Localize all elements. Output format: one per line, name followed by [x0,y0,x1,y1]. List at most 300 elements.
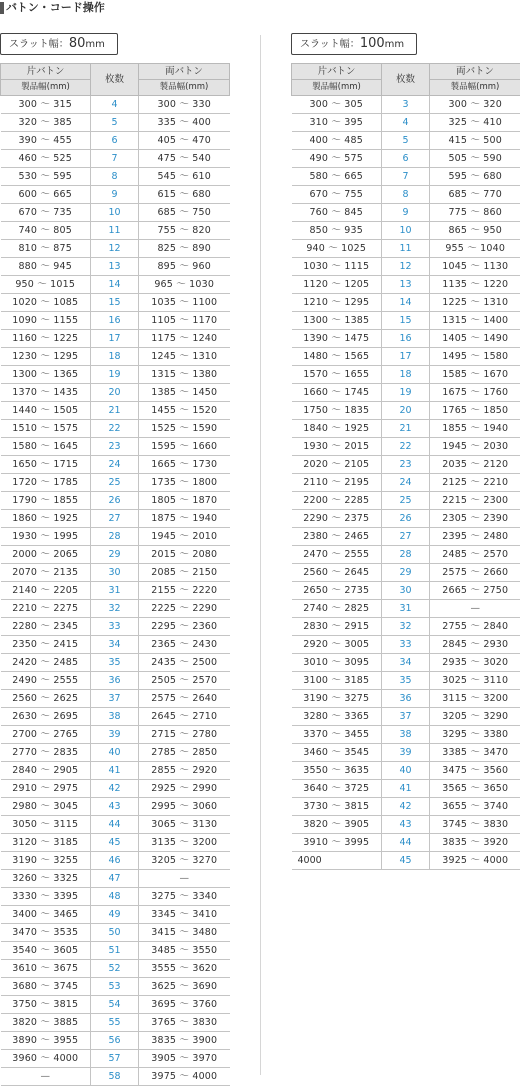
table-row [1,888,230,906]
table-row [1,1014,230,1032]
double-baton-width-cell: 325 ～ 410 [430,114,520,132]
single-baton-width-cell: 740 ～ 805 [1,222,91,240]
single-baton-width-cell: 3910 ～ 3995 [292,834,382,852]
table-row [292,474,520,492]
double-baton-width-cell: 2755 ～ 2840 [430,618,520,636]
table-row [1,258,230,276]
slat-100-panel [291,32,520,870]
table-row [1,996,230,1014]
slat-count-cell: 29 [91,546,139,564]
single-baton-width-cell: 3470 ～ 3535 [1,924,91,942]
unit-label: (mm) [185,82,208,92]
slat-count-cell: 9 [382,204,430,222]
slat-count-cell: 4 [382,114,430,132]
single-baton-width-cell: 400 ～ 485 [292,132,382,150]
table-row [292,834,520,852]
slat-count-cell: 32 [382,618,430,636]
single-baton-width-cell: 1580 ～ 1645 [1,438,91,456]
slat-label-prefix: スラット幅： [9,39,69,50]
table-row [292,654,520,672]
double-baton-width-cell: 1225 ～ 1310 [430,294,520,312]
single-baton-width-cell: 2980 ～ 3045 [1,798,91,816]
slat-80-rows [1,96,230,1086]
single-baton-width-cell: 1750 ～ 1835 [292,402,382,420]
single-baton-width-cell: 2840 ～ 2905 [1,762,91,780]
single-baton-width-cell: 1480 ～ 1565 [292,348,382,366]
slat-count-cell: 42 [382,798,430,816]
table-row [1,204,230,222]
double-baton-width-cell: 1675 ～ 1760 [430,384,520,402]
double-baton-width-cell: 1175 ～ 1240 [139,330,230,348]
single-baton-width-cell: 3330 ～ 3395 [1,888,91,906]
table-row [1,960,230,978]
slat-label-value: 80 [69,36,86,51]
table-row [292,114,520,132]
table-row [292,222,520,240]
table-row [1,168,230,186]
double-baton-width-cell: 595 ～ 680 [430,168,520,186]
single-baton-width-cell: 3010 ～ 3095 [292,654,382,672]
slat-count-cell: 25 [91,474,139,492]
double-baton-width-cell: 3555 ～ 3620 [139,960,230,978]
double-baton-width-cell: 1805 ～ 1870 [139,492,230,510]
slat-count-cell: 54 [91,996,139,1014]
slat-count-cell: 31 [91,582,139,600]
single-baton-width-cell: 3750 ～ 3815 [1,996,91,1014]
single-baton-width-cell: 3370 ～ 3455 [292,726,382,744]
table-row [1,348,230,366]
slat-count-cell: 26 [382,510,430,528]
table-row [1,852,230,870]
single-baton-width-cell: 2700 ～ 2765 [1,726,91,744]
single-baton-width-cell: 3610 ～ 3675 [1,960,91,978]
double-baton-width-cell: 1045 ～ 1130 [430,258,520,276]
single-baton-header: 片バトン [1,64,91,80]
slat-count-cell: 6 [382,150,430,168]
single-baton-width-cell: 2350 ～ 2415 [1,636,91,654]
double-baton-width-cell: 3295 ～ 3380 [430,726,520,744]
slat-count-cell: 30 [91,564,139,582]
double-baton-width-cell: 2225 ～ 2290 [139,600,230,618]
slat-count-cell: 20 [91,384,139,402]
slat-count-cell: 44 [91,816,139,834]
product-width-label: 製品幅 [160,82,186,92]
single-baton-width-cell: 2910 ～ 2975 [1,780,91,798]
double-baton-width-cell: 955 ～ 1040 [430,240,520,258]
slat-count-cell: 33 [91,618,139,636]
single-baton-width-cell: 2070 ～ 2135 [1,564,91,582]
slat-count-cell: 21 [382,420,430,438]
table-row [292,294,520,312]
double-baton-width-cell: 1405 ～ 1490 [430,330,520,348]
slat-count-cell: 50 [91,924,139,942]
table-row [1,582,230,600]
slat-count-cell: 51 [91,942,139,960]
slat-count-cell: 19 [382,384,430,402]
table-row [1,618,230,636]
double-baton-width-cell: 2125 ～ 2210 [430,474,520,492]
double-baton-width-cell: 825 ～ 890 [139,240,230,258]
table-row [292,402,520,420]
table-row [1,330,230,348]
double-baton-width-cell: 3565 ～ 3650 [430,780,520,798]
panel-divider [260,35,261,1075]
table-row [292,762,520,780]
double-baton-width-cell: 2035 ～ 2120 [430,456,520,474]
double-baton-width-cell: 2575 ～ 2660 [430,564,520,582]
double-baton-width-cell: 965 ～ 1030 [139,276,230,294]
slat-count-cell: 56 [91,1032,139,1050]
double-baton-width-cell: 1385 ～ 1450 [139,384,230,402]
slat-count-cell: 24 [91,456,139,474]
table-row [1,186,230,204]
single-baton-width-cell: 940 ～ 1025 [292,240,382,258]
table-row [1,942,230,960]
table-row [292,330,520,348]
single-baton-width-cell: 600 ～ 665 [1,186,91,204]
double-baton-width-cell: 1495 ～ 1580 [430,348,520,366]
single-baton-width-cell: 2770 ～ 2835 [1,744,91,762]
double-baton-width-cell: 2575 ～ 2640 [139,690,230,708]
double-baton-header: 両バトン [430,64,520,80]
double-baton-width-cell: 3205 ～ 3270 [139,852,230,870]
slat-count-cell: 16 [91,312,139,330]
table-row [292,546,520,564]
double-baton-width-cell: 405 ～ 470 [139,132,230,150]
slat-100-table [291,63,520,870]
double-baton-width-cell: 2855 ～ 2920 [139,762,230,780]
slat-count-cell: 36 [91,672,139,690]
slat-count-cell: 33 [382,636,430,654]
single-baton-width-cell: 2830 ～ 2915 [292,618,382,636]
double-baton-width-cell: 685 ～ 770 [430,186,520,204]
product-width-header [1,80,91,96]
double-baton-width-cell: 3135 ～ 3200 [139,834,230,852]
slat-width-label [0,33,118,55]
single-baton-width-cell: 2140 ～ 2205 [1,582,91,600]
double-baton-width-cell: 1855 ～ 1940 [430,420,520,438]
single-baton-width-cell: 3960 ～ 4000 [1,1050,91,1068]
table-row [1,672,230,690]
double-baton-width-cell: 775 ～ 860 [430,204,520,222]
table-row [1,834,230,852]
single-baton-width-cell: 2740 ～ 2825 [292,600,382,618]
single-baton-width-cell: 2020 ～ 2105 [292,456,382,474]
single-baton-width-cell: 300 ～ 305 [292,96,382,114]
double-baton-width-cell: 1875 ～ 1940 [139,510,230,528]
double-baton-width-cell: 865 ～ 950 [430,222,520,240]
single-baton-width-cell: 3820 ～ 3905 [292,816,382,834]
single-baton-width-cell: 530 ～ 595 [1,168,91,186]
table-row [292,672,520,690]
table-row [1,240,230,258]
single-baton-width-cell: 2420 ～ 2485 [1,654,91,672]
double-baton-width-cell: 2995 ～ 3060 [139,798,230,816]
double-baton-width-cell: 2305 ～ 2390 [430,510,520,528]
single-baton-width-cell: 3730 ～ 3815 [292,798,382,816]
slat-count-cell: 20 [382,402,430,420]
double-baton-width-cell: 2845 ～ 2930 [430,636,520,654]
double-baton-width-cell: 415 ～ 500 [430,132,520,150]
slat-count-cell: 31 [382,600,430,618]
table-row [1,96,230,114]
table-row [1,978,230,996]
table-row [1,114,230,132]
table-row [292,276,520,294]
table-row [1,816,230,834]
table-row [1,690,230,708]
count-header: 枚数 [382,64,430,96]
slat-count-cell: 18 [91,348,139,366]
double-baton-width-cell: 545 ～ 610 [139,168,230,186]
double-baton-width-cell: 3475 ～ 3560 [430,762,520,780]
single-baton-width-cell: 3820 ～ 3885 [1,1014,91,1032]
table-row [1,366,230,384]
slat-count-cell: 6 [91,132,139,150]
slat-count-cell: 34 [91,636,139,654]
single-baton-width-cell: 3120 ～ 3185 [1,834,91,852]
unit-label: (mm) [476,82,499,92]
single-baton-width-cell: 2200 ～ 2285 [292,492,382,510]
double-baton-width-cell: 1245 ～ 1310 [139,348,230,366]
double-baton-width-cell: 1105 ～ 1170 [139,312,230,330]
single-baton-width-cell: 3190 ～ 3255 [1,852,91,870]
double-baton-width-cell: 3025 ～ 3110 [430,672,520,690]
table-row [1,384,230,402]
single-baton-width-cell: 760 ～ 845 [292,204,382,222]
slat-count-cell: 58 [91,1068,139,1086]
table-row [292,150,520,168]
slat-count-cell: 17 [91,330,139,348]
slat-count-cell: 55 [91,1014,139,1032]
slat-count-cell: 43 [91,798,139,816]
double-baton-width-cell: 2505 ～ 2570 [139,672,230,690]
table-row [1,402,230,420]
table-row [292,564,520,582]
table-row [292,96,520,114]
table-row [292,798,520,816]
slat-count-cell: 48 [91,888,139,906]
table-row [1,312,230,330]
table-row [292,852,520,870]
single-baton-width-cell: 670 ～ 735 [1,204,91,222]
table-row [1,726,230,744]
single-baton-width-cell: 580 ～ 665 [292,168,382,186]
double-baton-width-cell: 2215 ～ 2300 [430,492,520,510]
single-baton-width-cell: 1720 ～ 1785 [1,474,91,492]
table-row [1,420,230,438]
table-row [1,492,230,510]
slat-count-cell: 32 [91,600,139,618]
double-baton-width-cell: 3905 ～ 3970 [139,1050,230,1068]
double-baton-width-cell: 2665 ～ 2750 [430,582,520,600]
table-row [1,510,230,528]
single-baton-width-cell: 2920 ～ 3005 [292,636,382,654]
slat-count-cell: 35 [382,672,430,690]
double-baton-width-cell: 1665 ～ 1730 [139,456,230,474]
double-baton-width-cell: 1315 ～ 1400 [430,312,520,330]
table-row [1,780,230,798]
slat-count-cell: 53 [91,978,139,996]
slat-count-cell: 35 [91,654,139,672]
single-baton-width-cell: 460 ～ 525 [1,150,91,168]
table-row [292,258,520,276]
double-baton-width-cell: 3625 ～ 3690 [139,978,230,996]
double-baton-width-cell: 3065 ～ 3130 [139,816,230,834]
table-row [1,744,230,762]
slat-80-panel [0,32,229,1086]
double-baton-width-cell: 335 ～ 400 [139,114,230,132]
slat-count-cell: 46 [91,852,139,870]
slat-count-cell: 11 [382,240,430,258]
single-baton-width-cell: 2490 ～ 2555 [1,672,91,690]
page-title: バトン・コード操作 [0,0,105,16]
table-row [1,150,230,168]
single-baton-width-cell: 3100 ～ 3185 [292,672,382,690]
double-baton-width-cell: 1455 ～ 1520 [139,402,230,420]
table-row [292,492,520,510]
table-row [292,690,520,708]
single-baton-width-cell: 1840 ～ 1925 [292,420,382,438]
slat-count-cell: 27 [382,528,430,546]
slat-count-cell: 16 [382,330,430,348]
single-baton-width-cell: 950 ～ 1015 [1,276,91,294]
single-baton-width-cell: 850 ～ 935 [292,222,382,240]
table-row [1,456,230,474]
single-baton-width-cell: 2000 ～ 2065 [1,546,91,564]
double-baton-width-cell: 1765 ～ 1850 [430,402,520,420]
slat-count-cell: 40 [91,744,139,762]
table-row [1,474,230,492]
table-row [1,924,230,942]
single-baton-width-cell: 1230 ～ 1295 [1,348,91,366]
single-baton-width-cell: 3050 ～ 3115 [1,816,91,834]
single-baton-width-cell: 320 ～ 385 [1,114,91,132]
slat-count-cell: 37 [382,708,430,726]
single-baton-width-cell: 310 ～ 395 [292,114,382,132]
double-baton-width-cell: 2715 ～ 2780 [139,726,230,744]
product-width-header [430,80,520,96]
single-baton-width-cell: 1370 ～ 1435 [1,384,91,402]
single-baton-width-cell: 1020 ～ 1085 [1,294,91,312]
double-baton-width-cell: 615 ～ 680 [139,186,230,204]
single-baton-width-cell: 2560 ～ 2625 [1,690,91,708]
slat-count-cell: 17 [382,348,430,366]
table-row [292,168,520,186]
table-row [1,600,230,618]
slat-count-cell: 15 [91,294,139,312]
slat-count-cell: 26 [91,492,139,510]
table-row [292,582,520,600]
table-row [292,420,520,438]
slat-count-cell: 38 [91,708,139,726]
single-baton-width-cell: 1930 ～ 1995 [1,528,91,546]
table-row [292,708,520,726]
single-baton-width-cell: 3540 ～ 3605 [1,942,91,960]
slat-count-cell: 28 [91,528,139,546]
double-baton-width-cell: 1525 ～ 1590 [139,420,230,438]
slat-count-cell: 4 [91,96,139,114]
double-baton-width-cell: 895 ～ 960 [139,258,230,276]
single-baton-width-cell: 1930 ～ 2015 [292,438,382,456]
single-baton-width-cell: — [1,1068,91,1086]
single-baton-width-cell: 3550 ～ 3635 [292,762,382,780]
slat-count-cell: 45 [91,834,139,852]
slat-count-cell: 10 [382,222,430,240]
slat-label-value: 100 [360,36,385,51]
slat-count-cell: 34 [382,654,430,672]
single-baton-width-cell: 2110 ～ 2195 [292,474,382,492]
single-baton-width-cell: 300 ～ 315 [1,96,91,114]
slat-count-cell: 5 [91,114,139,132]
slat-count-cell: 12 [91,240,139,258]
table-row [292,384,520,402]
single-baton-width-cell: 1440 ～ 1505 [1,402,91,420]
double-baton-width-cell: 2785 ～ 2850 [139,744,230,762]
double-baton-width-cell: 3345 ～ 3410 [139,906,230,924]
single-baton-width-cell: 2630 ～ 2695 [1,708,91,726]
slat-count-cell: 11 [91,222,139,240]
table-row [292,636,520,654]
double-baton-header: 両バトン [139,64,230,80]
double-baton-width-cell: 3115 ～ 3200 [430,690,520,708]
double-baton-width-cell: 3765 ～ 3830 [139,1014,230,1032]
single-baton-width-cell: 1790 ～ 1855 [1,492,91,510]
double-baton-width-cell: 2365 ～ 2430 [139,636,230,654]
product-width-header [292,80,382,96]
single-baton-width-cell: 2380 ～ 2465 [292,528,382,546]
slat-count-cell: 7 [382,168,430,186]
slat-count-cell: 41 [382,780,430,798]
product-width-label: 製品幅 [451,82,477,92]
double-baton-width-cell: 1035 ～ 1100 [139,294,230,312]
double-baton-width-cell: 1595 ～ 1660 [139,438,230,456]
slat-count-cell: 42 [91,780,139,798]
single-baton-width-cell: 390 ～ 455 [1,132,91,150]
slat-count-cell: 43 [382,816,430,834]
slat-count-cell: 23 [91,438,139,456]
slat-count-cell: 19 [91,366,139,384]
single-baton-width-cell: 3890 ～ 3955 [1,1032,91,1050]
table-row [1,762,230,780]
slat-count-cell: 49 [91,906,139,924]
slat-count-cell: 37 [91,690,139,708]
single-baton-width-cell: 3640 ～ 3725 [292,780,382,798]
slat-count-cell: 21 [91,402,139,420]
table-row [1,1032,230,1050]
table-row [292,348,520,366]
single-baton-header: 片バトン [292,64,382,80]
slat-label-unit: mm [385,39,404,50]
table-row [292,816,520,834]
product-width-label: 製品幅 [312,82,338,92]
table-row [1,438,230,456]
double-baton-width-cell: 755 ～ 820 [139,222,230,240]
double-baton-width-cell: 3485 ～ 3550 [139,942,230,960]
single-baton-width-cell: 1660 ～ 1745 [292,384,382,402]
double-baton-width-cell: 3835 ～ 3900 [139,1032,230,1050]
single-baton-width-cell: 3680 ～ 3745 [1,978,91,996]
slat-count-cell: 45 [382,852,430,870]
single-baton-width-cell: 1120 ～ 1205 [292,276,382,294]
table-row [1,870,230,888]
double-baton-width-cell: 3925 ～ 4000 [430,852,520,870]
slat-count-cell: 39 [91,726,139,744]
product-width-label: 製品幅 [21,82,47,92]
single-baton-width-cell: 1090 ～ 1155 [1,312,91,330]
table-row [1,708,230,726]
double-baton-width-cell: 300 ～ 330 [139,96,230,114]
